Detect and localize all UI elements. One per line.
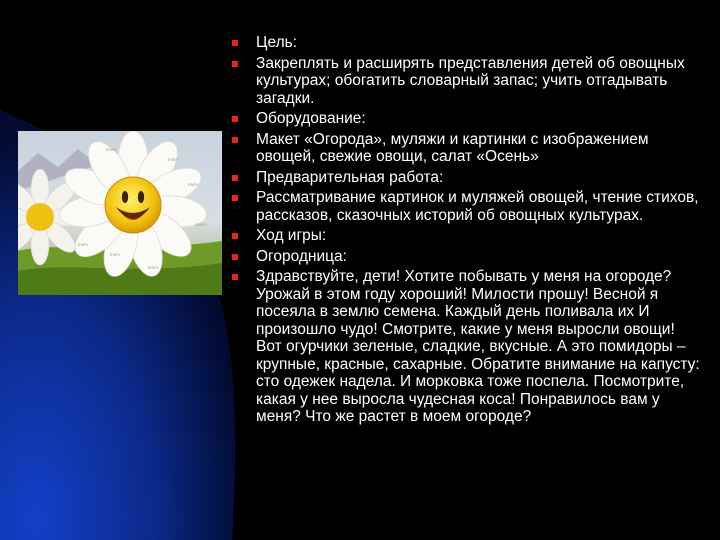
bullet-marker [232,116,238,122]
bullet-marker [232,61,238,67]
petal-text: EVEY [106,147,117,152]
bullet-item [232,110,702,128]
petal-text: EVEY [168,157,179,162]
bullet-item [232,268,702,426]
bullet-item [232,34,702,52]
bullet-text: Ход игры: [256,227,327,244]
bullet-marker [232,254,238,260]
bullet-text: Предварительная работа: [256,168,444,186]
bullet-item [232,227,702,245]
bullet-text: Цель: [256,34,297,51]
bullet-text: Закреплять и расширять представления детей об овощных культурах; обогатить словарный запас; учить отгадывать загадки. [256,54,685,107]
petal-text: EVEY [78,242,89,247]
bullet-marker [232,175,238,181]
bullet-text: Макет «Огорода», муляжи и картинки с изображением овощей, свежие овощи, салат «Осень» [256,130,649,165]
smiling-daisy-image [18,131,222,295]
bullet-marker [232,195,238,201]
bullet-item [232,55,702,108]
bullet-marker [232,40,238,46]
petal-text: EVEY [196,222,207,227]
bullet-text: Оборудование: [256,110,366,127]
bullet-marker [232,233,238,239]
bullet-item [232,169,702,187]
bullet-item [232,189,702,224]
petal-text: EVEY [188,182,199,187]
bullet-text: Здравствуйте, дети! Хотите побывать у меня на огороде? Урожай в этом году хороший! Милости прошу! Весной я посеяла в землю семена. Каждый день поливала их И произошло чудо! Смотрите, какие у меня выросли овощи! Вот огурчики зеленые, сладкие, вкусные. А это помидоры – крупные, красные, сахарные. Обратите внимание на капусту: сто одежек надела. И морковка тоже поспела. Посмотрите, какая у нее выросла чудесная коса! Понравилось вам у меня? Что же растет в моем огороде? [256,268,700,425]
bullet-item [232,248,702,266]
bullet-marker [232,274,238,280]
bullet-text: Рассматривание картинок и муляжей овощей, чтение стихов, рассказов, сказочных историй об овощных культурах. [256,189,699,224]
bullet-list [232,34,702,429]
bullet-item [232,131,702,166]
bullet-marker [232,137,238,143]
bullet-text: Огородница: [256,247,347,265]
petal-text: EVEY [148,265,159,270]
petal-text: EVEY [110,252,121,257]
